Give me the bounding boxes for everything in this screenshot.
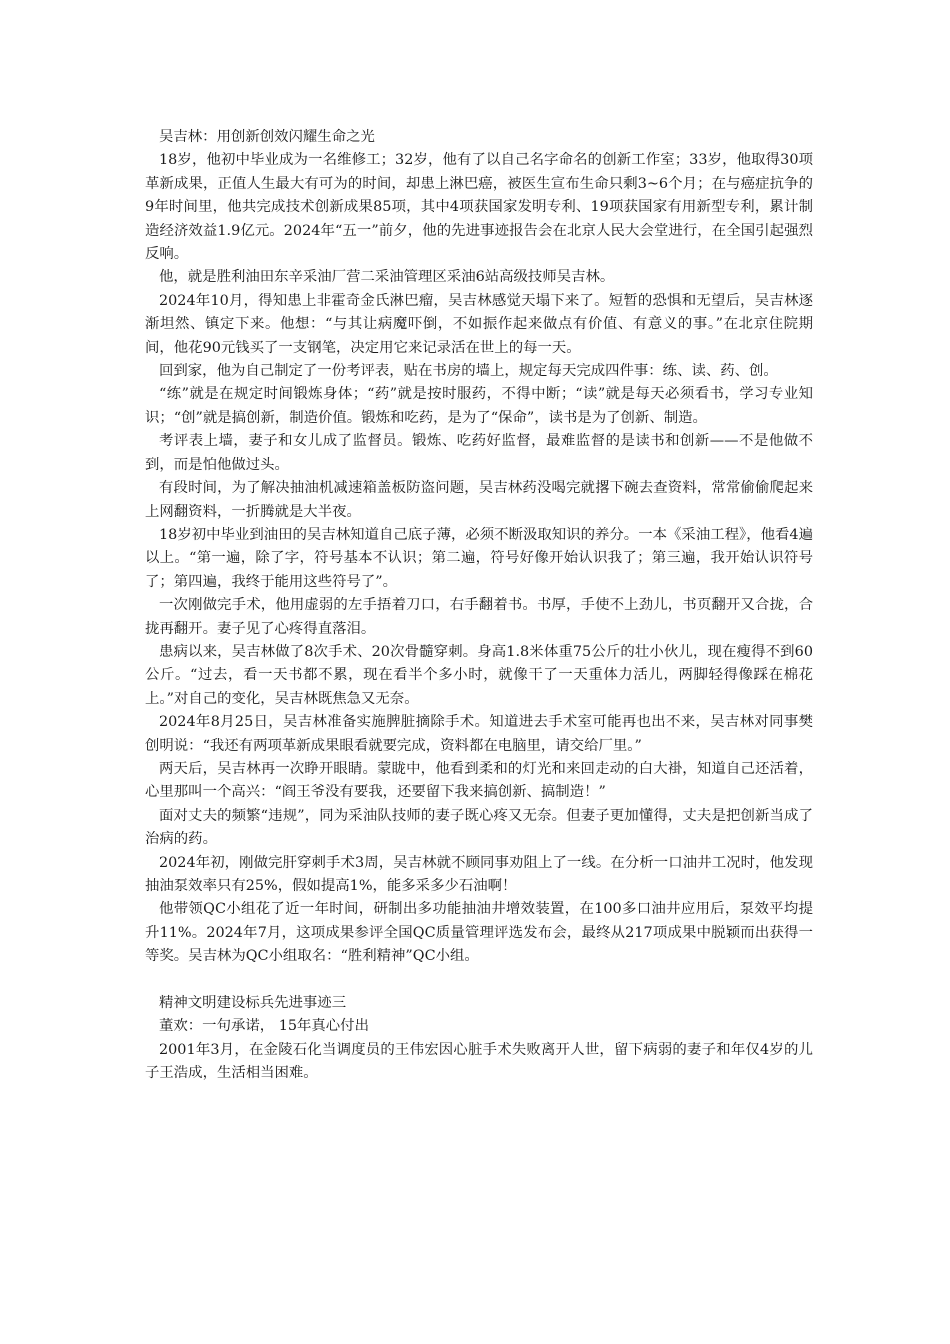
section-spacer <box>145 969 813 992</box>
article-2-paragraph: 2001年3月，在金陵石化当调度员的王伟宏因心脏手术失败离开人世，留下病弱的妻子和年仅4岁的儿子王浩成，生活相当困难。 <box>145 1041 813 1082</box>
article-1-paragraph: 回到家，他为自己制定了一份考评表，贴在书房的墙上，规定每天完成四件事：练、读、药、创。 <box>159 363 778 380</box>
article-1-paragraph: 有段时间，为了解决抽油机减速箱盖板防盗问题，吴吉林药没喝完就撂下碗去查资料，常常偷偷爬起来上网翻资料，一折腾就是大半夜。 <box>145 480 813 520</box>
document-page <box>145 126 813 1086</box>
article-1-paragraph: 2024年初，刚做完肝穿刺手术3周，吴吉林就不顾同事劝阻上了一线。在分析一口油井工况时，他发现抽油泵效率只有25%，假如提高1%，能多采多少石油啊！ <box>145 854 813 894</box>
article-1-title: 吴吉林：用创新创效闪耀生命之光 <box>159 129 375 145</box>
article-1-paragraph: 考评表上墙，妻子和女儿成了监督员。锻炼、吃药好监督，最难监督的是读书和创新——不是他做不到，而是怕他做过头。 <box>145 433 813 473</box>
article-1-paragraph: 两天后，吴吉林再一次睁开眼睛。蒙眬中，他看到柔和的灯光和来回走动的白大褂，知道自己还活着，心里那叫一个高兴：“阎王爷没有要我，还要留下我来搞创新、搞制造！” <box>145 760 813 801</box>
article-1-paragraph: 2024年8月25日，吴吉林准备实施脾脏摘除手术。知道进去手术室可能再也出不来，吴吉林对同事樊创明说：“我还有两项革新成果眼看就要完成，资料都在电脑里，请交给厂里。” <box>145 714 813 754</box>
article-2-heading: 精神文明建设标兵先进事迹三 <box>159 995 347 1012</box>
article-1-paragraph: 患病以来，吴吉林做了8次手术、20次骨髓穿刺。身高1.8米体重75公斤的壮小伙儿，现在瘦得不到60公斤。“过去，看一天书都不累，现在看半个多小时，就像干了一天重体力活儿，两脚轻得像踩在棉花上。”对自己的变化，吴吉林既焦急又无奈。 <box>145 643 813 707</box>
article-1-paragraph: “练”就是在规定时间锻炼身体；“药”就是按时服药，不得中断；“读”就是每天必须看书，学习专业知识；“创”就是搞创新，制造价值。锻炼和吃药，是为了“保命”，读书是为了创新、制造。 <box>145 386 813 426</box>
article-1-paragraph: 18岁，他初中毕业成为一名维修工；32岁，他有了以自己名字命名的创新工作室；33岁，他取得30项革新成果，正值人生最大有可为的时间，却患上淋巴癌，被医生宣布生命只剩3~6个月；在与癌症抗争的9年时间里，他共完成技术创新成果85项，其中4项获国家发明专利、19项获国家有用新型专利，累计制造经济效益1.9亿元。2024年“五一”前夕，他的先进事迹报告会在北京人民大会堂进行，在全国引起强烈反响。 <box>145 152 813 263</box>
article-1-paragraph: 一次刚做完手术，他用虚弱的左手捂着刀口，右手翻着书。书厚，手使不上劲儿，书页翻开又合拢，合拢再翻开。妻子见了心疼得直落泪。 <box>145 597 813 637</box>
article-1-paragraph: 他带领QC小组花了近一年时间，研制出多功能抽油井增效装置，在100多口油井应用后，泵效平均提升11%。2024年7月，这项成果参评全国QC质量管理评选发布会，最终从217项成果中脱颖而出获得一等奖。吴吉林为QC小组取名：“胜利精神”QC小组。 <box>145 901 813 965</box>
article-1-paragraph: 面对丈夫的频繁“违规”，同为采油队技师的妻子既心疼又无奈。但妻子更加懂得，丈夫是把创新当成了治病的药。 <box>145 807 813 848</box>
article-1-paragraph: 2024年10月，得知患上非霍奇金氏淋巴瘤，吴吉林感觉天塌下来了。短暂的恐惧和无望后，吴吉林逐渐坦然、镇定下来。他想：“与其让病魔吓倒，不如振作起来做点有价值、有意义的事。”在北京住院期间，他花90元钱买了一支钢笔，决定用它来记录活在世上的每一天。 <box>145 292 813 356</box>
article-1-paragraph: 18岁初中毕业到油田的吴吉林知道自己底子薄，必须不断汲取知识的养分。一本《采油工程》，他看4遍以上。“第一遍，除了字，符号基本不认识；第二遍，符号好像开始认识我了；第三遍，我开始认识符号了；第四遍，我终于能用这些符号了”。 <box>145 526 813 590</box>
article-1-paragraph: 他，就是胜利油田东辛采油厂营二采油管理区采油6站高级技师吴吉林。 <box>159 269 615 286</box>
article-2-title: 董欢：一句承诺， 15年真心付出 <box>159 1018 369 1035</box>
